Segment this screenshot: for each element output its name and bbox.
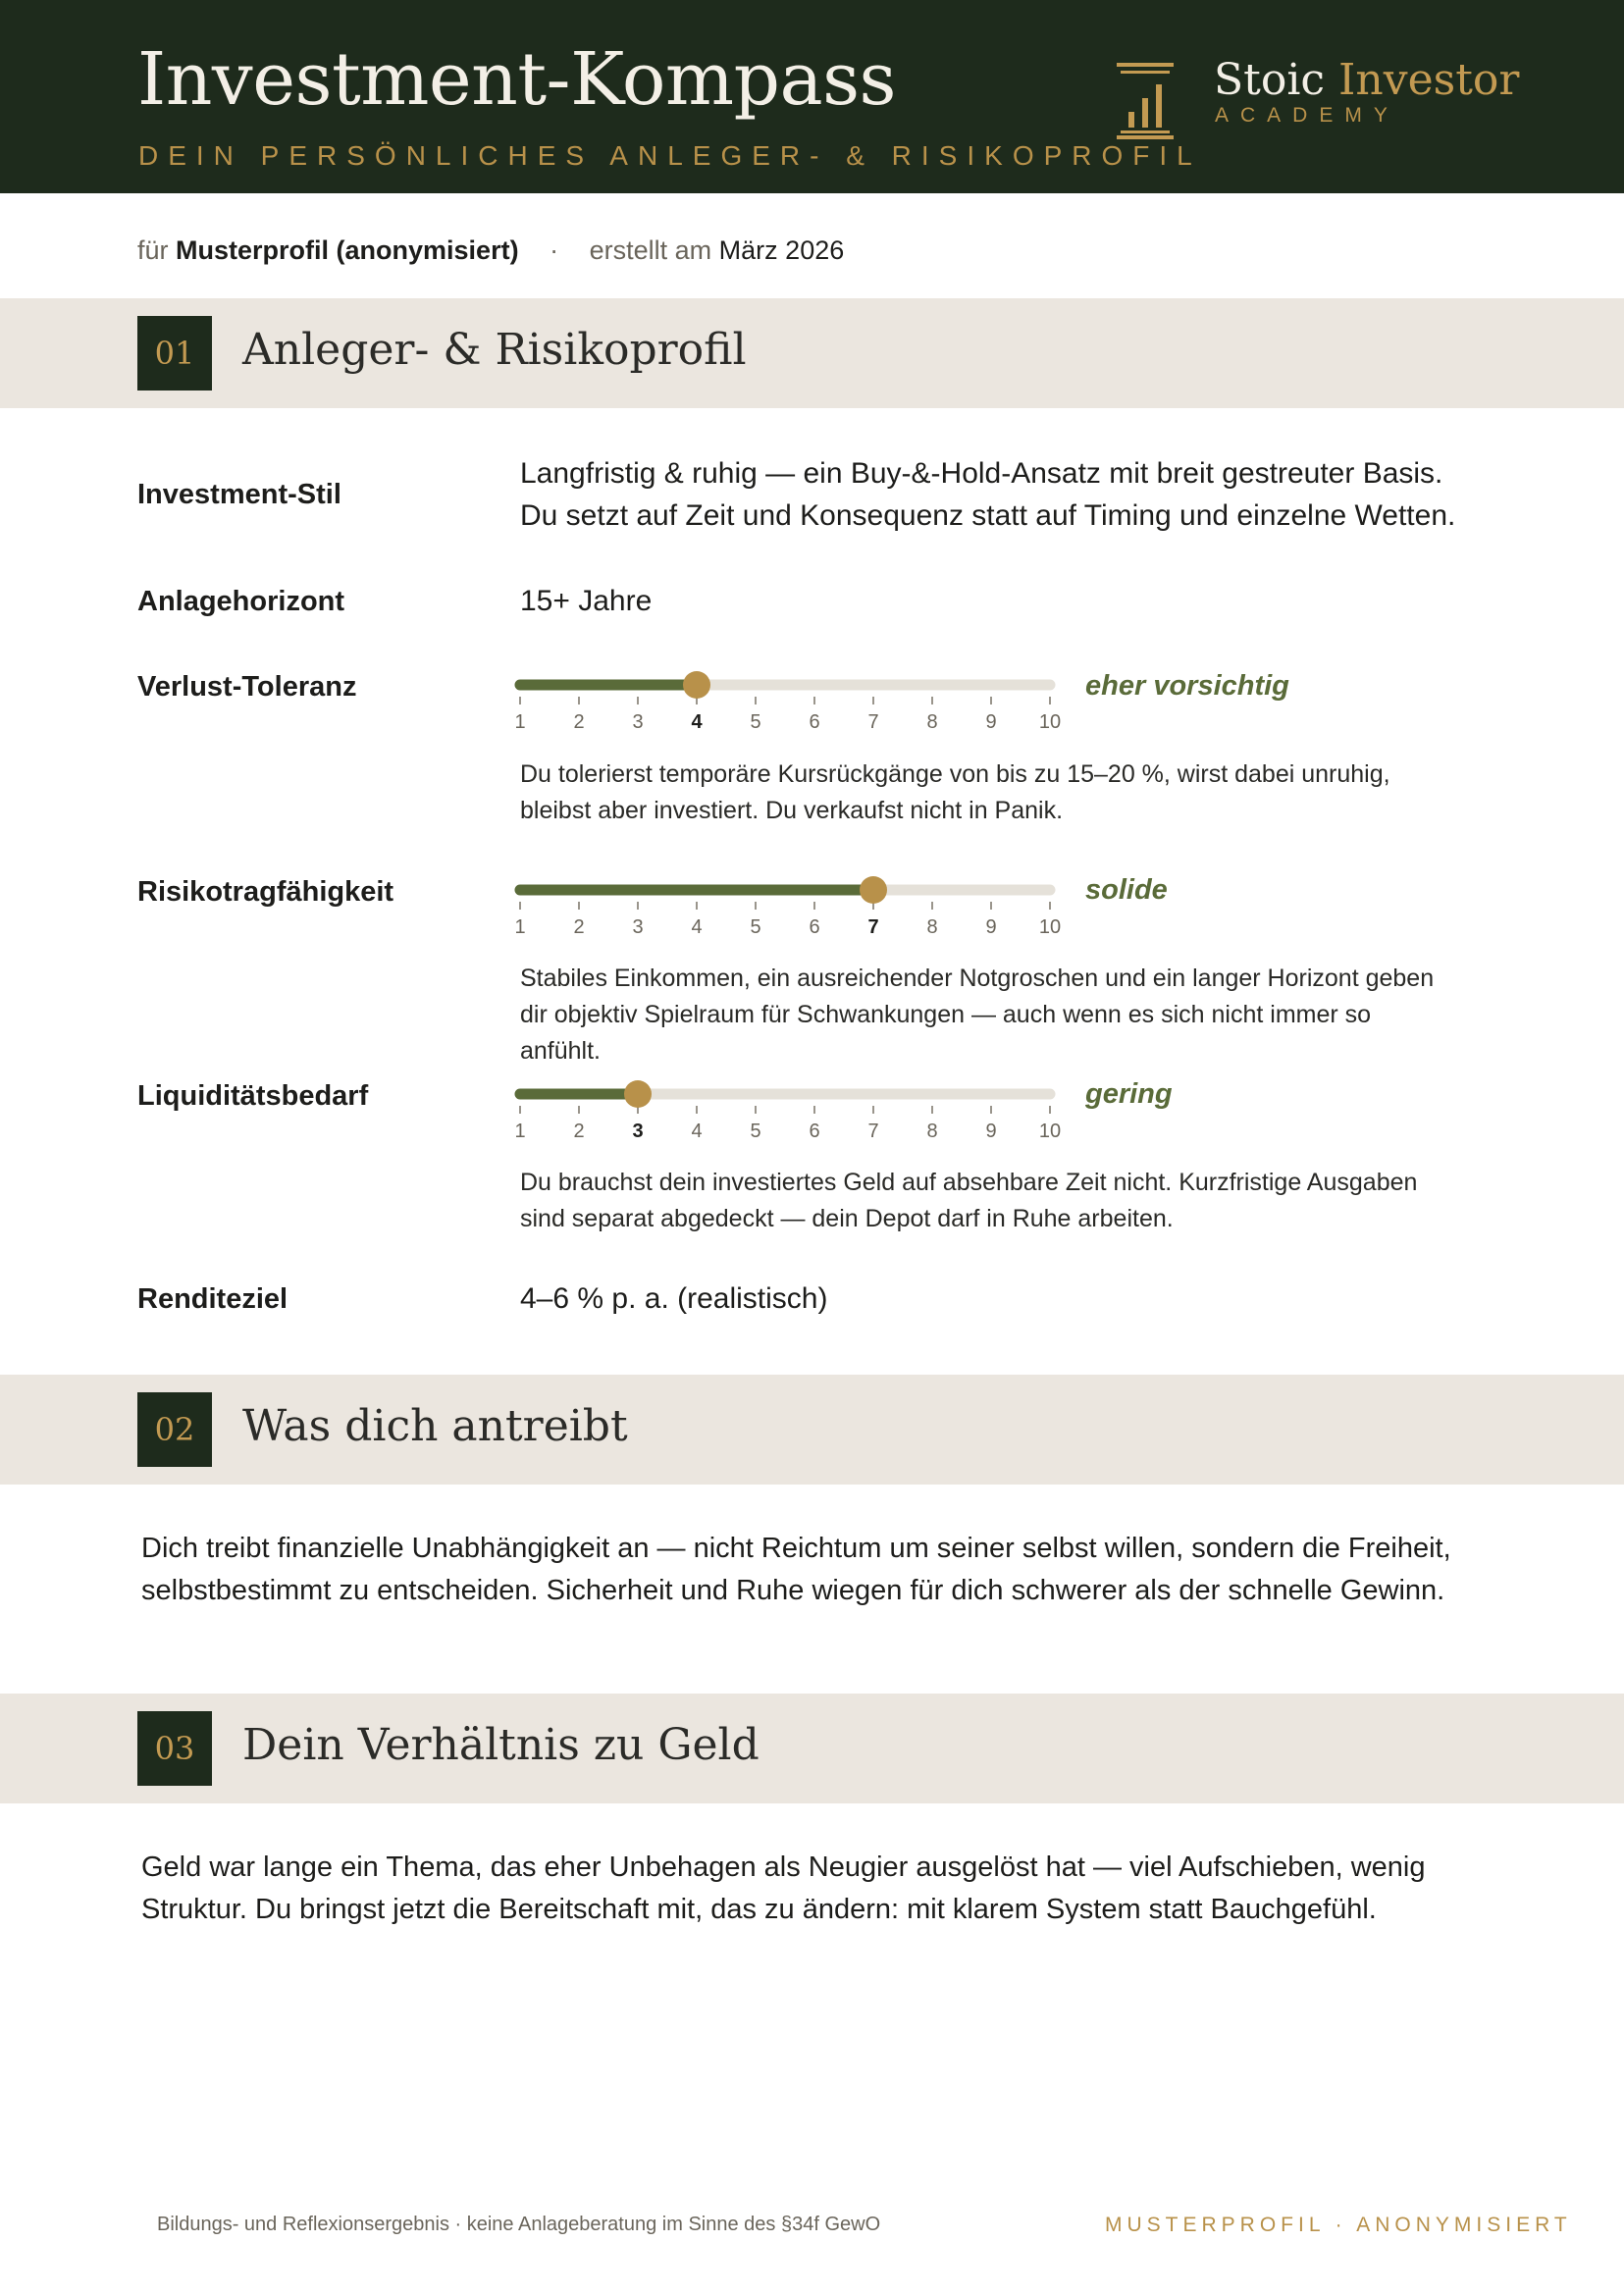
scale-tick-label: 9 xyxy=(985,1121,997,1142)
scale-tick-label: 7 xyxy=(867,711,879,733)
section-header-drive xyxy=(0,1375,1624,1485)
scale-tick-label: 8 xyxy=(926,916,938,938)
scale-tick-label: 7 xyxy=(867,916,879,938)
description-line: Stabiles Einkommen, ein ausreichender Notgroschen und ein langer Horizont geben xyxy=(520,965,1435,992)
brand-name-part2: Investor xyxy=(1338,55,1520,105)
brand-name xyxy=(1214,55,1519,105)
footer-profile-tag: MUSTERPROFIL · ANONYMISIERT xyxy=(1105,2214,1572,2236)
scale-tick-label: 2 xyxy=(573,711,585,733)
scale-tick-label: 4 xyxy=(691,711,703,733)
scale-tick-label: 9 xyxy=(985,916,997,938)
risk-capacity-label: Risikotragfähigkeit xyxy=(137,876,394,908)
page-subtitle: DEIN PERSÖNLICHES ANLEGER- & RISIKOPROFIL xyxy=(138,140,1202,171)
page-header xyxy=(0,0,1624,193)
paragraph-line: Struktur. Du bringst jetzt die Bereitschaft mit, das zu ändern: mit klarem System statt Bauchgefühl. xyxy=(141,1894,1377,1925)
pillar-chart-icon xyxy=(1117,63,1174,139)
meta-separator: · xyxy=(550,235,559,265)
loss-tolerance-rating: eher vorsichtig xyxy=(1085,670,1289,702)
page-title: Investment-Kompass xyxy=(137,37,897,122)
return-target-value: 4–6 % p. a. (realistisch) xyxy=(520,1282,828,1315)
scale-tick-label: 8 xyxy=(926,711,938,733)
loss-tolerance-label: Verlust-Toleranz xyxy=(137,671,357,703)
horizon-value: 15+ Jahre xyxy=(520,585,653,617)
section-number: 02 xyxy=(137,1392,212,1467)
created-date: März 2026 xyxy=(718,235,845,265)
money-paragraph xyxy=(141,1847,1426,1931)
scale-svg xyxy=(514,872,1062,951)
description-line: anfühlt. xyxy=(520,1037,602,1065)
loss-tolerance-scale xyxy=(514,667,1062,746)
scale-tick-label: 5 xyxy=(750,916,761,938)
scale-tick-label: 3 xyxy=(632,711,644,733)
scale-tick-label: 10 xyxy=(1038,711,1062,733)
scale-marker xyxy=(860,876,887,904)
scale-tick-label: 1 xyxy=(514,916,526,938)
section-title: Dein Verhältnis zu Geld xyxy=(242,1720,760,1770)
liquidity-need-description xyxy=(520,1165,1417,1237)
scale-tick-label: 8 xyxy=(926,1121,938,1142)
section-header-money xyxy=(0,1694,1624,1803)
scale-tick-label: 5 xyxy=(750,711,761,733)
section-title: Was dich antreibt xyxy=(242,1401,628,1451)
scale-marker xyxy=(624,1080,652,1108)
for-prefix: für xyxy=(137,235,169,265)
paragraph-line: selbstbestimmt zu entscheiden. Sicherheit und Ruhe wiegen für dich schwerer als der schnelle Gewinn. xyxy=(141,1575,1445,1606)
return-target-label: Renditeziel xyxy=(137,1283,288,1315)
scale-tick-label: 5 xyxy=(750,1121,761,1142)
section-title: Anleger- & Risikoprofil xyxy=(242,325,747,375)
scale-tick-label: 3 xyxy=(632,916,644,938)
section-number: 01 xyxy=(137,316,212,391)
brand-name-part1: Stoic xyxy=(1214,55,1339,105)
liquidity-need-scale xyxy=(514,1076,1062,1155)
description-line: dir objektiv Spielraum für Schwankungen — auch wenn es sich nicht immer so xyxy=(520,1001,1372,1028)
style-label: Investment-Stil xyxy=(137,479,341,510)
scale-tick-label: 10 xyxy=(1038,1121,1062,1142)
style-line-2: Du setzt auf Zeit und Konsequenz statt auf Timing und einzelne Wetten. xyxy=(520,499,1456,532)
scale-tick-label: 2 xyxy=(573,1121,585,1142)
scale-tick-label: 10 xyxy=(1038,916,1062,938)
profile-meta xyxy=(137,235,844,266)
scale-tick-label: 6 xyxy=(809,916,820,938)
paragraph-line: Geld war lange ein Thema, das eher Unbehagen als Neugier ausgelöst hat — viel Aufschieben, wenig xyxy=(141,1852,1426,1883)
section-number: 03 xyxy=(137,1711,212,1786)
scale-tick-label: 4 xyxy=(691,916,703,938)
scale-tick-label: 1 xyxy=(514,1121,526,1142)
risk-capacity-rating: solide xyxy=(1085,874,1168,906)
liquidity-need-label: Liquiditätsbedarf xyxy=(137,1080,369,1112)
scale-tick-label: 2 xyxy=(573,916,585,938)
scale-tick-label: 1 xyxy=(514,711,526,733)
risk-capacity-description xyxy=(520,961,1434,1069)
scale-tick-label: 3 xyxy=(632,1121,644,1142)
scale-tick-label: 4 xyxy=(691,1121,703,1142)
scale-svg xyxy=(514,1076,1062,1155)
description-line: sind separat abgedeckt — dein Depot darf in Ruhe arbeiten. xyxy=(520,1205,1174,1232)
description-line: Du brauchst dein investiertes Geld auf absehbare Zeit nicht. Kurzfristige Ausgaben xyxy=(520,1169,1418,1196)
description-line: bleibst aber investiert. Du verkaufst nicht in Panik. xyxy=(520,797,1064,824)
profile-name: Musterprofil (anonymisiert) xyxy=(176,235,519,265)
loss-tolerance-description xyxy=(520,756,1390,829)
scale-marker xyxy=(683,671,710,699)
paragraph-line: Dich treibt finanzielle Unabhängigkeit an — nicht Reichtum um seiner selbst willen, sondern die Freiheit, xyxy=(141,1533,1451,1564)
style-value xyxy=(520,452,1455,537)
horizon-label: Anlagehorizont xyxy=(137,586,345,617)
section-header-profile xyxy=(0,298,1624,408)
style-line-1: Langfristig & ruhig — ein Buy-&-Hold-Ansatz mit breit gestreuter Basis. xyxy=(520,457,1443,490)
brand-subtitle: ACADEMY xyxy=(1215,104,1399,127)
scale-tick-label: 7 xyxy=(867,1121,879,1142)
scale-svg xyxy=(514,667,1062,746)
risk-capacity-scale xyxy=(514,872,1062,951)
scale-tick-label: 6 xyxy=(809,711,820,733)
created-prefix: erstellt am xyxy=(589,235,712,265)
footer-disclaimer: Bildungs- und Reflexionsergebnis · keine Anlageberatung im Sinne des §34f GewO xyxy=(157,2214,881,2235)
liquidity-need-rating: gering xyxy=(1085,1078,1173,1110)
scale-tick-label: 6 xyxy=(809,1121,820,1142)
description-line: Du tolerierst temporäre Kursrückgänge von bis zu 15–20 %, wirst dabei unruhig, xyxy=(520,760,1390,788)
drive-paragraph xyxy=(141,1528,1451,1612)
scale-tick-label: 9 xyxy=(985,711,997,733)
